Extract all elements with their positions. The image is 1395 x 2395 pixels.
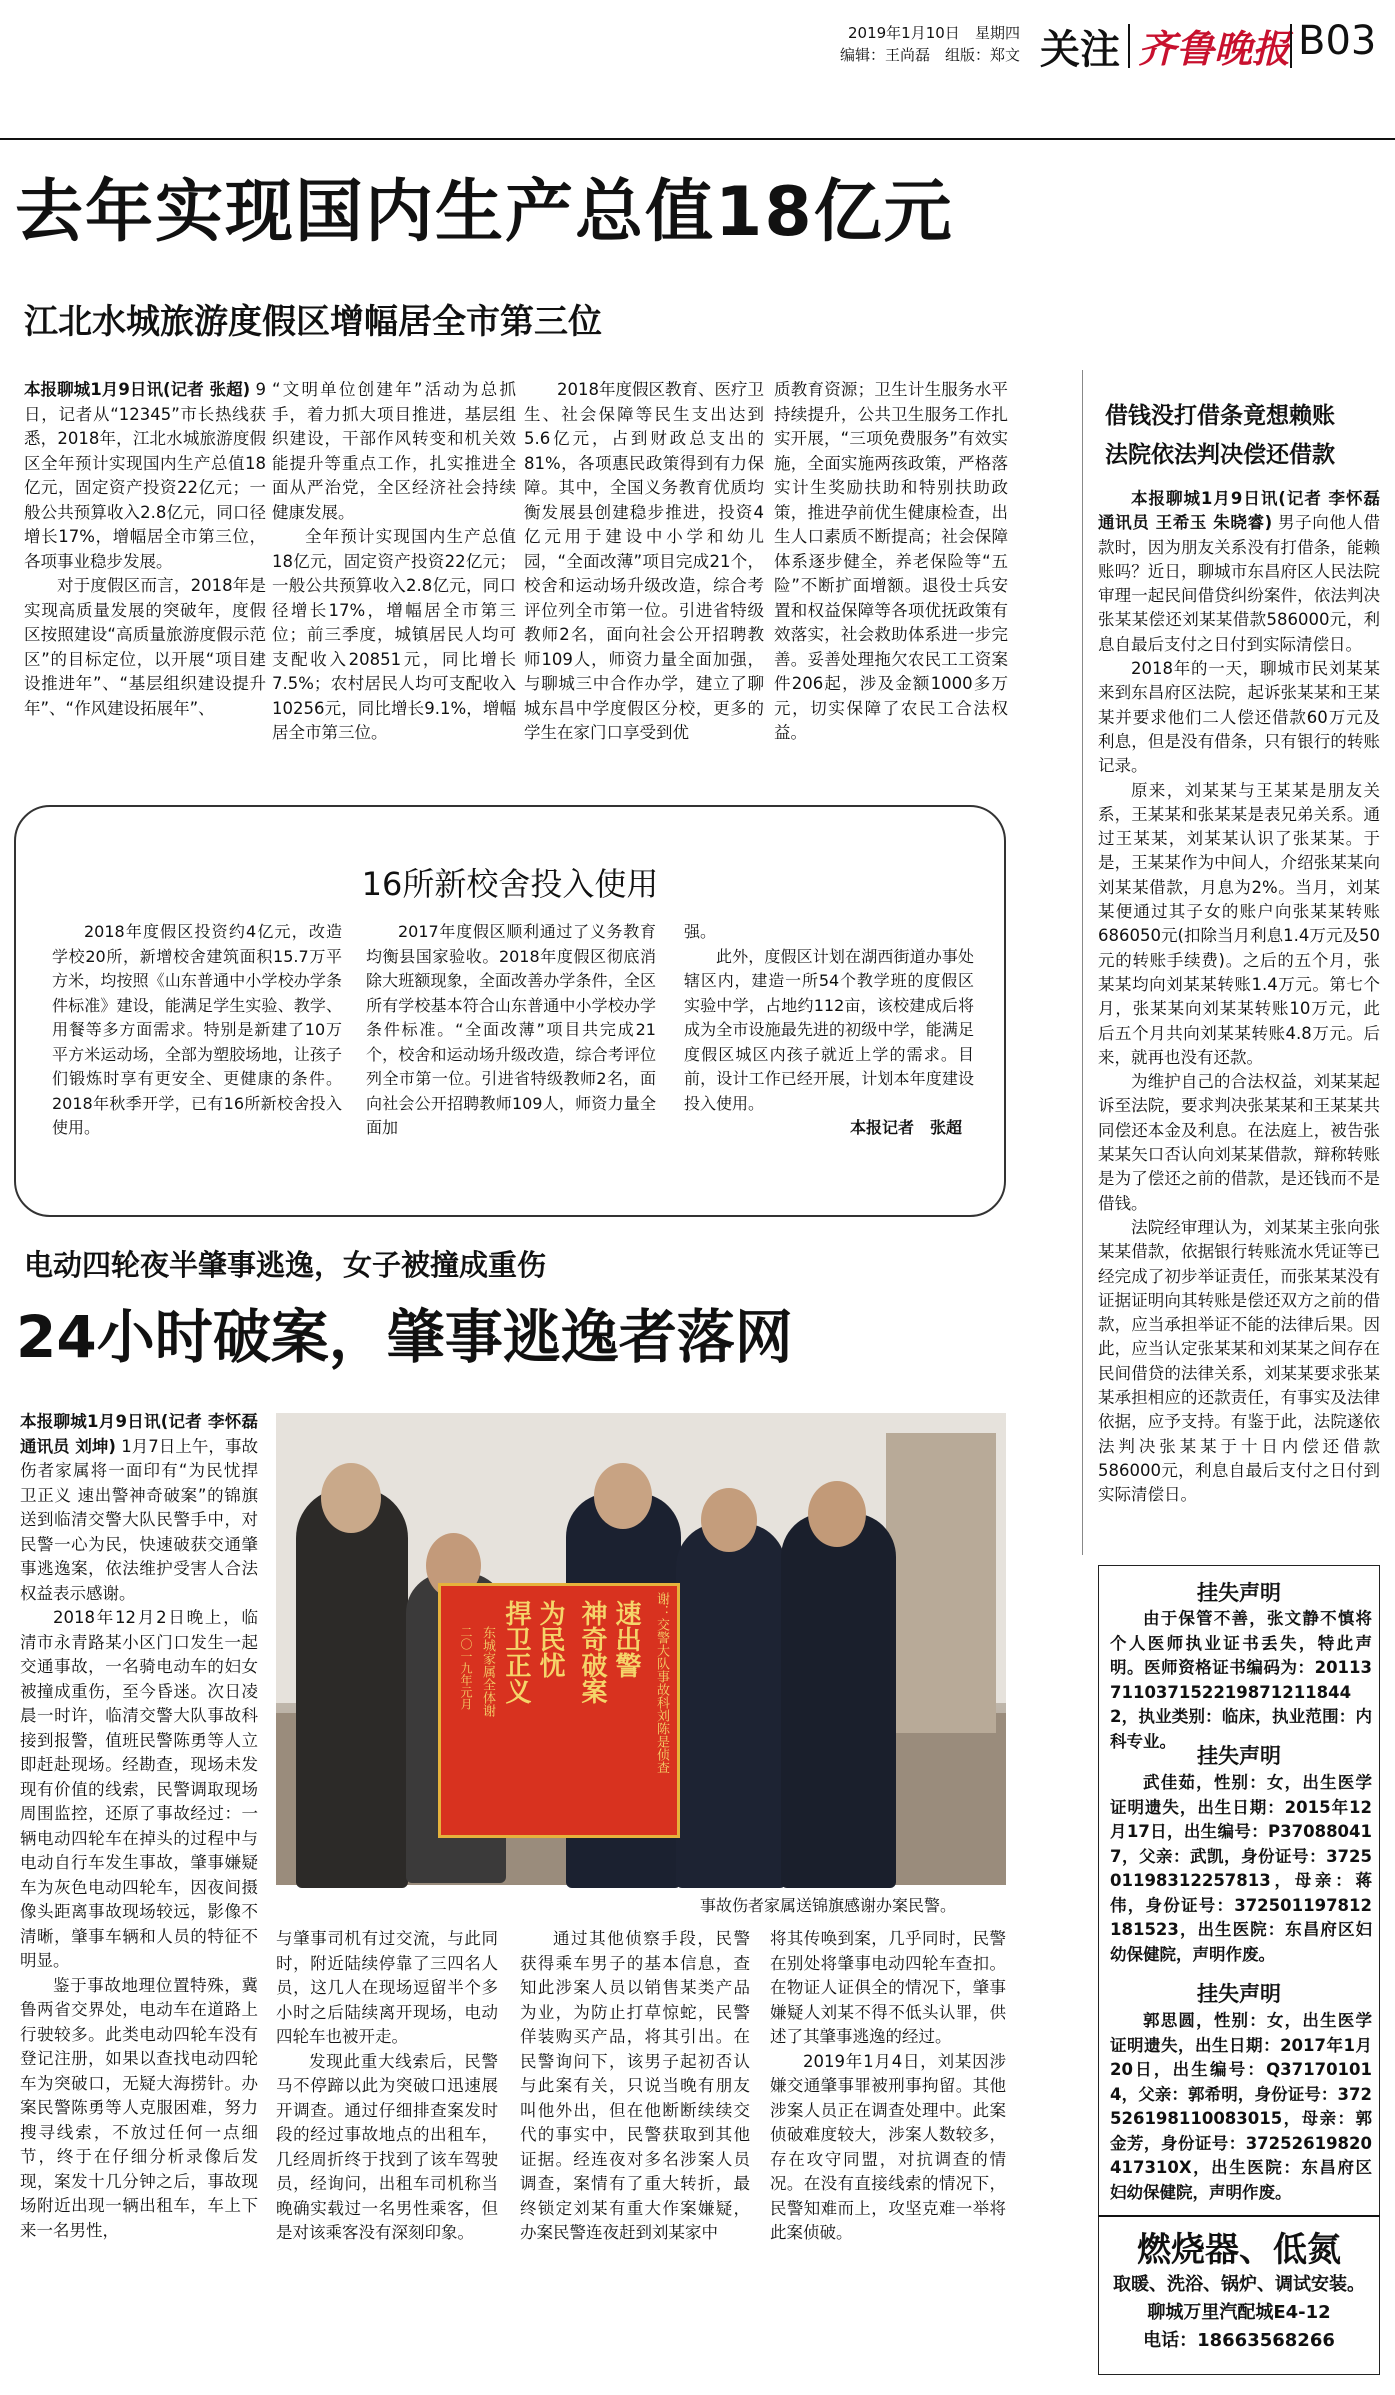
story1-col4-p1: 质教育资源；卫生计生服务水平持续提升，公共卫生服务工作扎实开展，“三项免费服务”有效实施，全面实施两孩政策，严格落实计生奖励扶助和特别扶助政策，推进孕前优生健康检查，出生人口素质不断提高；社会保障体系逐步健全，养老保险等“五险”不断扩面增额。退役士兵安置和权益保障等各项优抚政策有效落实，社会救助体系进一步完善。妥善处理拖欠农民工工资案件206起，涉及金额1000多万元，切实保障了农民工合法权益。	[774, 380, 1008, 742]
story2-col2	[276, 1927, 498, 2367]
ad2-body: 武佳茹，性别：女，出生医学证明遗失，出生日期：2015年12月17日，出生编号：P370880417，父亲：武凯，身份证号：372501198312257813，母亲：蒋伟，身份证号：372501197812181523，出生医院：东昌府区妇幼保健院，声明作废。	[1110, 1773, 1372, 1964]
header-date: 2019年1月10日	[848, 24, 960, 42]
side-lead: 本报聊城1月9日讯(记者 李怀磊 通讯员 王希玉 朱晓睿)	[1098, 489, 1380, 533]
story1-col4	[774, 378, 1008, 788]
story2-c2: 与肇事司机有过交流，与此同时，附近陆续停靠了三四名人员，这几人在现场逗留半个多小时之后陆续离开现场，电动四轮车也被开走。	[276, 1929, 498, 2046]
person-elder-head	[321, 1463, 381, 1533]
story2-title: 24小时破案，肇事逃逸者落网	[16, 1303, 793, 1371]
silk-banner	[438, 1583, 680, 1838]
story2-lead: 本报聊城1月9日讯(记者 李怀磊 通讯员 刘坤)	[20, 1412, 258, 1456]
banner-col-d: 捍卫正义	[501, 1600, 531, 1704]
person-elder	[296, 1488, 408, 1888]
story2-col3	[520, 1927, 750, 2367]
person-officer-3	[781, 1513, 896, 1888]
ad4-line3: 电话：18663568266	[1143, 2330, 1335, 2351]
photo-caption: 事故伤者家属送锦旗感谢办案民警。	[700, 1896, 957, 1915]
photo-door	[886, 1433, 996, 1733]
person-officer-2-head	[701, 1488, 757, 1552]
page-number: B03	[1298, 18, 1377, 64]
side-p1: 男子向他人借款时，因为朋友关系没有打借条，能赖账吗？近日，聊城市东昌府区人民法院审理一起民间借贷纠纷案件，依法判决张某某偿还刘某某借款586000元，利息自最后支付之日付到实际清偿日。	[1098, 513, 1381, 654]
ad4-line1: 取暖、洗浴、锅炉、调试安装。	[1113, 2274, 1365, 2295]
story2-c3: 通过其他侦察手段，民警获得乘车男子的基本信息，查知此涉案人员以销售某类产品为业，为防止打草惊蛇，民警佯装购买产品，将其引出。在民警询问下，该男子起初否认与此案有关，只说当晚有朋友叫他外出，但在他断断续续交代的事实中，民警获取到其他证据。经连夜对多名涉案人员调查，案情有了重大转折，最终锁定刘某有重大作案嫌疑，办案民警连夜赶到刘某家中	[520, 1929, 750, 2242]
person-officer-1-head	[594, 1463, 652, 1529]
schools-box-title: 16所新校舍投入使用	[361, 865, 659, 903]
ad3-body: 郭思圆，性别：女，出生医学证明遗失，出生日期：2017年1月20日，出生编号：Q371701014，父亲：郭希明，身份证号：372526198110083015，母亲：郭金芳，身份证号：37252619820417310X，出生医院：东昌府区妇幼保健院，声明作废。	[1110, 2011, 1372, 2202]
story2-p2: 2018年12月2日晚上，临清市永青路某小区门口发生一起交通事故，一名骑电动车的妇女被撞成重伤，至今昏迷。次日凌晨一时许，临清交警大队事故科接到报警，值班民警陈勇等人立即赶赴现场。经勘查，现场未发现有价值的线索，民警调取现场周围监控，还原了事故经过：一辆电动四轮车在掉头的过程中与电动自行车发生事故，肇事嫌疑车为灰色电动四轮车，因夜间摄像头距离事故现场较远，影像不清晰，肇事车辆和人员的特征不明显。	[20, 1608, 258, 1970]
masthead	[0, 0, 1395, 140]
story1-col2-p1: “文明单位创建年”活动为总抓手，着力抓大项目推进，基层组织建设，干部作风转变和机关效能提升等重点工作，扎实推进全面从严治党，全区经济社会持续健康发展。	[272, 380, 516, 522]
header-designer: 组版：郑文	[945, 46, 1021, 64]
ad1-body: 由于保管不善，张文静不慎将个人医师执业证书丢失，特此声明。医师资格证书编码为：201137110371522198712118442，执业类别：临床，执业范围：内科专业。	[1110, 1609, 1372, 1751]
story1-col1-p2: 对于度假区而言，2018年是实现高质量发展的突破年，度假区按照建设“高质量旅游度假示范区”的目标定位，以开展“项目建设推进年”、“基层组织建设提升年”、“作风建设拓展年”、	[24, 576, 266, 718]
story1-col2-p2: 全年预计实现国内生产总值18亿元，固定资产投资22亿元；一般公共预算收入2.8亿元，同口径增长17%，增幅居全市第三位；前三季度，城镇居民人均可支配收入20851元，同比增长7.5%；农村居民人均可支配收入10256元，同比增长9.1%，增幅居全市第三位。	[272, 527, 516, 742]
side-divider	[1082, 370, 1083, 1555]
story2-p3: 鉴于事故地理位置特殊，冀鲁两省交界处，电动车在道路上行驶较多。此类电动四轮车没有登记注册，如果以查找电动四轮车为突破口，无疑大海捞针。办案民警陈勇等人克服困难，努力搜寻线索，不放过任何一点细节，终于在仔细分析录像后发现，案发十几分钟之后，事故现场附近出现一辆出租车，车上下来一名男性，	[20, 1975, 258, 2240]
side-title-1: 借钱没打借条竟想赖账	[1105, 403, 1335, 429]
schools-col3	[684, 920, 974, 1190]
side-title-2: 法院依法判决偿还借款	[1105, 442, 1335, 468]
schools-col3-b: 此外，度假区计划在湖西街道办事处辖区内，建造一所54个教学班的度假区实验中学，占地约112亩，该校建成后将成为全市设施最先进的初级中学，能满足度假区城区内孩子就近上学的需求。目前，设计工作已经开展，计划本年度建设投入使用。	[684, 946, 974, 1113]
ad1-title: 挂失声明	[1197, 1581, 1281, 1605]
section-name: 关注	[1040, 27, 1120, 73]
story2-col4	[770, 1927, 1006, 2367]
person-officer-2	[676, 1523, 786, 1888]
brand-logo: 齐鲁晚报	[1138, 26, 1291, 71]
story2-c4: 将其传唤到案，几乎同时，民警在别处将肇事电动四轮车查扣。在物证人证俱全的情况下，肇事嫌疑人刘某不得不低头认罪，供述了其肇事逃逸的经过。	[770, 1929, 1006, 2046]
side-p3: 原来，刘某某与王某某是朋友关系，王某某和张某某是表兄弟关系。通过王某某，刘某某认识了张某某。于是，王某某作为中间人，介绍张某某向刘某某借款，月息为2%。当月，刘某某便通过其子女的账户向张某某转账686050元(扣除当月利息1.4万元及50元的转账手续费)。之后的五个月，张某某均向刘某某转账1.4万元。第七个月，张某某向刘某某转账10万元，此后五个月共向刘某某转账4.8万元。后来，就再也没有还款。	[1098, 780, 1380, 1067]
story1-col1-text: 9日，记者从“12345”市长热线获悉，2018年，江北水城旅游度假区全年预计实现国内生产总值18亿元，固定资产投资22亿元；一般公共预算收入2.8亿元，同口径增长17%，增幅居全市第三位，各项事业稳步发展。	[24, 380, 266, 571]
schools-col1	[52, 920, 342, 1170]
banner-col-c: 为民忧	[535, 1600, 565, 1678]
story2-col1	[20, 1410, 258, 2360]
header-weekday: 星期四	[975, 24, 1021, 42]
ad-separator	[1098, 2215, 1380, 2217]
story2-c2b: 发现此重大线索后，民警马不停蹄以此为突破口迅速展开调查。通过仔细排查案发时段的经过事故地点的出租车，几经周折终于找到了该车驾驶员，经询问，出租车司机称当晚确实载过一名男性乘客，但是对该乘客没有深刻印象。	[276, 2051, 498, 2242]
story1-lead: 本报聊城1月9日讯(记者 张超)	[24, 380, 251, 399]
side-p5: 法院经审理认为，刘某某主张向张某某借款，依据银行转账流水凭证等已经完成了初步举证责任，而张某某没有证据证明向其转账是偿还双方之前的借款，应当承担举证不能的法律后果。因此，应当认定张某某和刘某某之间存在民间借贷的法律关系，刘某某要求张某某承担相应的还款责任，有事实及法律依据，应予支持。有鉴于此，法院遂依法判决张某某于十日内偿还借款586000元，利息自最后支付之日付到实际清偿日。	[1098, 1217, 1380, 1505]
ad2-title: 挂失声明	[1197, 1744, 1281, 1768]
story1-col1	[24, 378, 266, 788]
header-divider-2	[1290, 24, 1292, 68]
side-p4: 为维护自己的合法权益，刘某某起诉至法院，要求判决张某某和王某某共同偿还本金及利息。在法庭上，被告张某某矢口否认向刘某某借款，辩称转账是为了偿还之前的借款，是还钱而不是借钱。	[1098, 1072, 1380, 1213]
schools-col2-text: 2017年度假区顺利通过了义务教育均衡县国家验收。2018年度假区彻底消除大班额现象，全面改善办学条件，全区所有学校基本符合山东普通中小学校办学条件标准。“全面改薄”项目共完成21个，校舍和运动场升级改造，综合考评位列全市第一位。引进省特级教师2名，面向社会公开招聘教师109人，师资力量全面加	[366, 922, 656, 1137]
story1-col2	[272, 378, 516, 788]
story2-p1: 1月7日上午，事故伤者家属将一面印有“为民忧捍卫正义 速出警神奇破案”的锦旗送到临清交警大队民警手中，对民警一心为民，快速破获交通肇事逃逸案，依法维护受害人合法权益表示感谢。	[20, 1436, 258, 1603]
side-article	[1098, 487, 1380, 1557]
ad3-title: 挂失声明	[1197, 1982, 1281, 2006]
schools-col2	[366, 920, 656, 1170]
banner-col-f: 二〇一九年元月	[459, 1626, 473, 1710]
story1-col3-p1: 2018年度假区教育、医疗卫生、社会保障等民生支出达到5.6亿元，占到财政总支出的81%，各项惠民政策得到有力保障。其中，全国义务教育优质均衡发展县创建稳步推进，投资4亿元用于建设中小学和幼儿园，“全面改薄”项目完成21个，校舍和运动场升级改造，综合考评位列全市第一位。引进省特级教师2名，面向社会公开招聘教师109人，师资力量全面加强，与聊城三中合作办学，建立了聊城东昌中学度假区分校，更多的学生在家门口享受到优	[524, 380, 764, 742]
banner-col-e: 东城家属全体谢	[480, 1626, 495, 1717]
ad4-line2: 聊城万里汽配城E4-12	[1147, 2302, 1331, 2323]
schools-col1-text: 2018年度假区投资约4亿元，改造学校20所，新增校舍建筑面积15.7万平方米，均按照《山东普通中小学校办学条件标准》建设，能满足学生实验、教学、用餐等多方面需求。特别是新建了10万平方米运动场，全部为塑胶场地，让孩子们锻炼时享有更安全、更健康的条件。2018年秋季开学，已有16所新校舍投入使用。	[52, 922, 342, 1137]
header-divider	[1128, 24, 1130, 68]
story1-subtitle: 江北水城旅游度假区增幅居全市第三位	[24, 302, 602, 342]
side-p2: 2018年的一天，聊城市民刘某某来到东昌府区法院，起诉张某某和王某某并要求他们二人偿还借款60万元及利息，但是没有借条，只有银行的转账记录。	[1098, 659, 1380, 776]
story1-title: 去年实现国内生产总值18亿元	[15, 173, 954, 252]
banner-col-b: 神奇破案	[577, 1600, 607, 1704]
ad4-title: 燃烧器、低氮	[1137, 2230, 1341, 2270]
schools-byline: 本报记者 张超	[849, 1118, 962, 1137]
schools-col3-a: 强。	[684, 922, 717, 941]
person-officer-3-head	[808, 1481, 866, 1547]
banner-line1: 谢：交警大队事故科刘陈是侦查	[654, 1592, 669, 1774]
story2-kicker: 电动四轮夜半肇事逃逸，女子被撞成重伤	[24, 1248, 547, 1282]
news-photo	[276, 1413, 1006, 1885]
header-rule	[0, 138, 1395, 140]
story2-c4b: 2019年1月4日，刘某因涉嫌交通肇事罪被刑事拘留。其他涉案人员正在调查处理中。此案侦破难度较大，涉案人数较多，存在攻守同盟，对抗调查的情况。在没有直接线索的情况下，民警知难而上，攻坚克难一举将此案侦破。	[770, 2051, 1006, 2242]
header-editor: 编辑：王尚磊	[840, 46, 931, 64]
banner-col-a: 速出警	[611, 1600, 641, 1678]
story1-col3	[524, 378, 764, 788]
